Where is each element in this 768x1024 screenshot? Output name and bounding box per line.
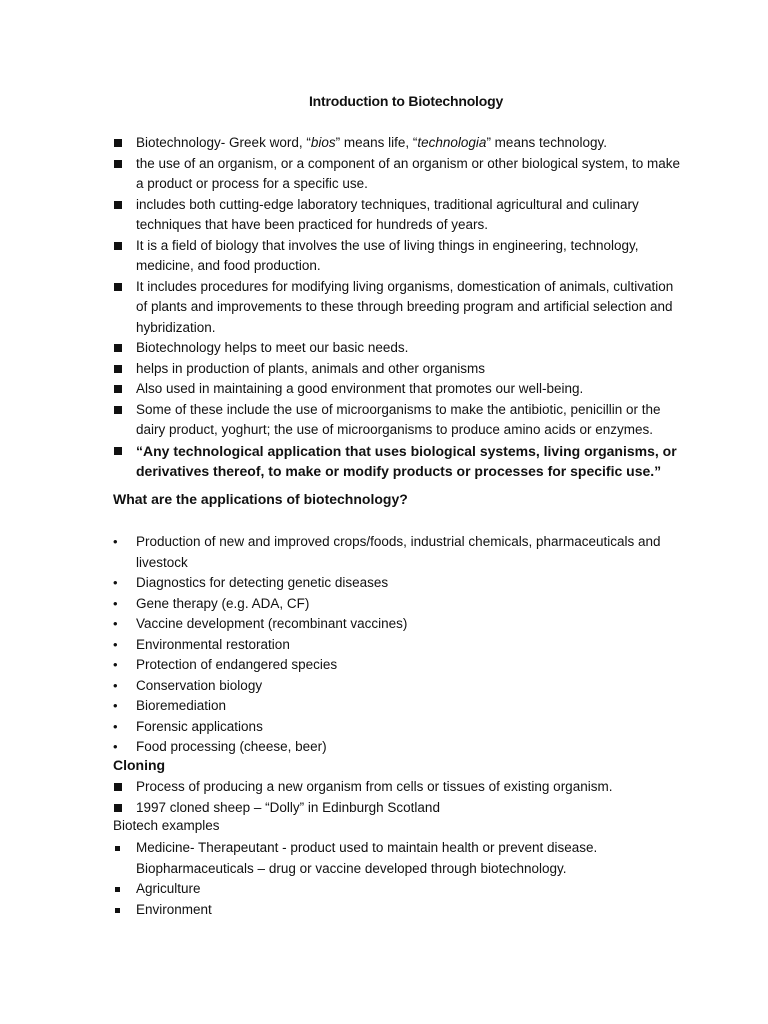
list-item: Gene therapy (e.g. ADA, CF) bbox=[136, 595, 310, 611]
intro-list bbox=[113, 133, 688, 482]
definition-quote-item: “Any technological application that uses biological systems, living organisms, or derivatives thereof, to make or modify products or processes for specific use.” bbox=[136, 442, 677, 479]
cloning-heading: Cloning bbox=[113, 757, 166, 773]
list-item: Production of new and improved crops/foods, industrial chemicals, pharmaceuticals and livestock bbox=[136, 534, 661, 570]
list-item: Agriculture bbox=[136, 881, 201, 896]
list-item: Medicine- Therapeutant - product used to maintain health or prevent disease. Biopharmaceuticals – drug or vaccine developed through biotechnology. bbox=[136, 840, 598, 876]
list-item: Environment bbox=[136, 901, 212, 917]
page-title: Introduction to Biotechnology bbox=[308, 93, 504, 109]
list-item: Environmental restoration bbox=[136, 636, 290, 652]
list-item: Biotechnology- Greek word, “bios” means life, “technologia” means technology. bbox=[136, 135, 608, 150]
list-item: Some of these include the use of microorganisms to make the antibiotic, penicillin or the dairy product, yoghurt; the use of microorganisms to produce amino acids or enzymes. bbox=[136, 401, 661, 437]
applications-list bbox=[113, 532, 688, 758]
list-item: Forensic applications bbox=[136, 718, 263, 734]
list-item: Bioremediation bbox=[136, 698, 227, 713]
cloning-list bbox=[113, 777, 688, 818]
examples-heading: Biotech examples bbox=[113, 818, 220, 833]
list-item: Process of producing a new organism from cells or tissues of existing organism. bbox=[136, 779, 613, 794]
list-item: the use of an organism, or a component of an organism or other biological system, to make a product or process for a specific use. bbox=[136, 155, 681, 191]
list-item: helps in production of plants, animals and other organisms bbox=[136, 360, 485, 376]
list-item: Conservation biology bbox=[136, 677, 263, 693]
applications-heading: What are the applications of biotechnology? bbox=[113, 491, 408, 507]
list-item: Diagnostics for detecting genetic diseases bbox=[136, 575, 389, 590]
list-item: Also used in maintaining a good environment that promotes our well-being. bbox=[136, 381, 584, 396]
list-item: Vaccine development (recombinant vaccines) bbox=[136, 616, 408, 631]
list-item: includes both cutting-edge laboratory techniques, traditional agricultural and culinary techniques that have been practiced for hundreds of years. bbox=[136, 196, 639, 232]
list-item: 1997 cloned sheep – “Dolly” in Edinburgh Scotland bbox=[136, 799, 440, 815]
examples-list bbox=[113, 838, 688, 920]
list-item: Protection of endangered species bbox=[136, 657, 338, 672]
list-item: It includes procedures for modifying living organisms, domestication of animals, cultivation of plants and improvements to these through breeding program and artificial selection and hybridization. bbox=[136, 278, 674, 335]
list-item: Food processing (cheese, beer) bbox=[136, 739, 327, 754]
list-item: It is a field of biology that involves the use of living things in engineering, technology, medicine, and food production. bbox=[136, 237, 639, 273]
list-item: Biotechnology helps to meet our basic needs. bbox=[136, 340, 409, 355]
